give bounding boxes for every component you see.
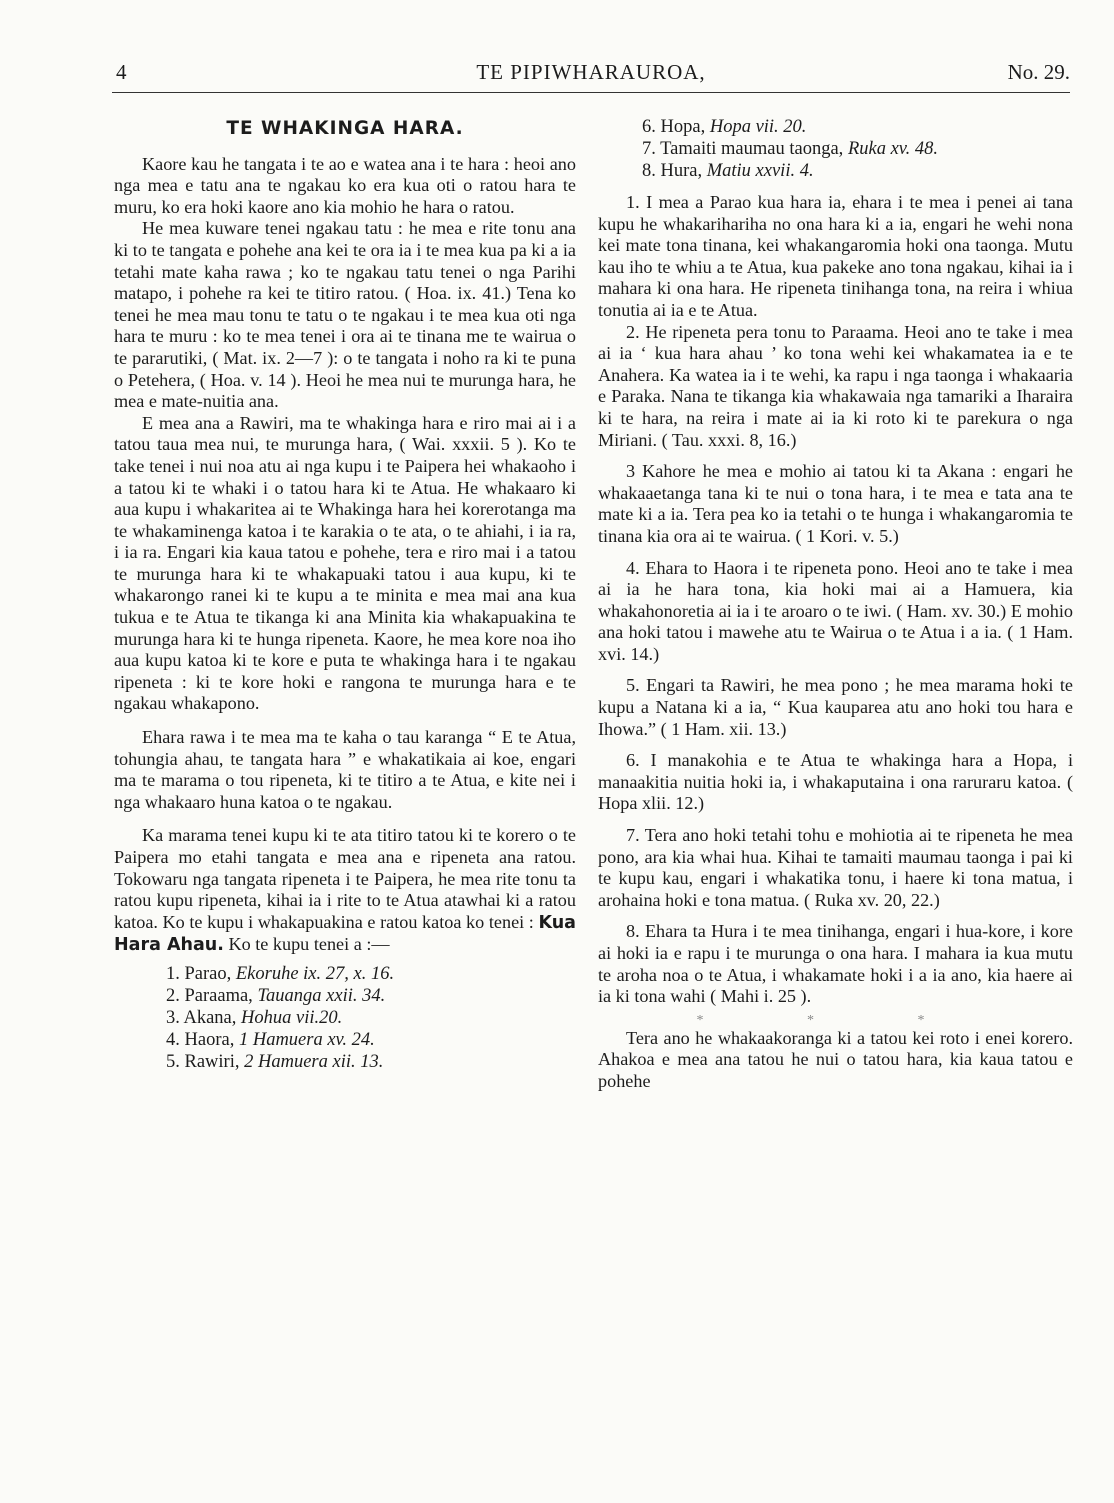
list-item: 5. Rawiri, 2 Hamuera xii. 13. (166, 1051, 384, 1072)
page-number: 4 (116, 60, 127, 84)
paragraph (114, 825, 576, 957)
list-item: 6. Hopa, Hopa vii. 20. (642, 117, 807, 137)
list-item: 1. Parao, Ekoruhe ix. 27, x. 16. (166, 963, 395, 984)
paragraph-text: Ka marama tenei kupu ki te ata titiro tatou ki te korero o te Paipera mo etahi tangata e mea ana e ripeneta ana ratou. Tokowaru nga tangata ripeneta i te Paipera, he mea rite tonu ta ratou kupu ripeneta, kihai ia i rite to te Atua atawhai ki a ratou katoa. Ko te kupu i whakapuakina e ratou katoa ko tenei : (114, 825, 576, 932)
reference-list (114, 963, 576, 1073)
page-header (112, 58, 1070, 93)
paragraph: 4. Ehara to Haora i te ripeneta pono. Heoi ano te take i mea ai ia he hara tona, kia hoki mai ai a Hamuera, kia whakahonoretia ai ia i te aroaro o te iwi. ( Ham. xv. 30.) E mohio ana hoki tatou i mawehe atu te Wairua o te Atua i a ia. ( 1 Ham. xvi. 14.) (598, 557, 1073, 664)
newspaper-title: TE PIPIWHARAUROA, (476, 60, 706, 84)
paragraph: Tera ano he whakaakoranga ki a tatou kei roto i enei korero. Ahakoa e mea ana tatou he nui o tatou hara, kia kaua tatou e pohehe (598, 1027, 1073, 1091)
paragraph: E mea ana a Rawiri, ma te whakinga hara e riro mai ai i a tatou taua mea nui, te murunga hara, ( Wai. xxxii. 5 ). Ko te take tenei i nui noa atu ai nga kupu i te Paipera hei whakaoho i a tatou ki te whaki i o tatou hara ki te Atua. He whakaaro ki aua kupu i whakaritea ai te Whakinga hara hei korerotanga ma te whakaminenga katoa i te karakia o te ata, o te ahiahi, i ia ra, i ia ra. Engari kia kaua tatou e pohehe, tera e riro mai i a tatou te murunga hara ki te whakapuaki tatou i aua kupu, ki te whakarongo ranei ki te kupu a te minita e mea mai ana kua tukua e te Atua te tikanga ki ana Minita kia whakapuakina te murunga hara ki te hunga ripeneta. Kaore, he mea kore noa iho aua kupu katoa ki te kore e puta te whakinga hara i te ngakau ripeneta : ki te kore hoki e rangona te murunga hara e te ngakau whakapono. (114, 412, 576, 714)
section-separator: * * * (696, 1012, 975, 1028)
list-item: 3. Akana, Hohua vii.20. (166, 1007, 343, 1028)
paragraph: 1. I mea a Parao kua hara ia, ehara i te mea i penei ai tana kupu he whakarihariha no ona hara ki a ia, engari he wehi nona kei mate tona tinana, kei whakangaromia hoki ona taonga. Mutu kau iho te whiu a te Atua, kua pakeke ano tona ngakau, kihai ia i mahara ki ona hara. He ripeneta tinihanga tona, na reira i whiua tonutia ai ia e te Atua. (598, 192, 1073, 320)
list-item: 4. Haora, 1 Hamuera xv. 24. (166, 1029, 375, 1050)
right-column (598, 116, 1073, 1093)
paragraph: 5. Engari ta Rawiri, he mea pono ; he mea marama hoki te kupu a Natana ki a ia, “ Kua kauparea atu ano hoki tou hara e Ihowa.” ( 1 Ham. xii. 13.) (598, 675, 1073, 739)
paragraph: He mea kuware tenei ngakau tatu : he mea e rite tonu ana ki to te tangata e pohehe ana kei te ora ia i te mea kua pa ki a ia tetahi mate kaha rawa ; ko te ngakau tatu tenei o nga Parihi matapo, i pohehe ra kei te titiro ratou. ( Hoa. ix. 41.) Tena ko tenei he mea mau tonu te tatu o te ngakau i te mea kua oti nga hara te muru : ko te mea tenei i ora ai te tinana me te wairua o te pararutiki, ( Mat. ix. 2—7 ): o te tangata i noho ra ki te puna o Petehera, ( Hoa. v. 14 ). Heoi he mea nui te murunga hara, he mea e mate-nuitia ana. (114, 218, 576, 412)
paragraph: 6. I manakohia e te Atua te whakinga hara a Hopa, i manaakitia nuitia hoki ia, i whakaputaina i ona raruraru katoa. ( Hopa xlii. 12.) (598, 750, 1073, 814)
paragraph: Ehara rawa i te mea ma te kaha o tau karanga “ E te Atua, tohungia ahau, te tangata hara ” e whakatikaia ai koe, engari ma te marama o tou ripeneta, ki te titiro a te Atua, e kite nei i nga whakaaro huna katoa o te ngakau. (114, 727, 576, 812)
article-title: TE WHAKINGA HARA. (226, 118, 464, 139)
paragraph: 7. Tera ano hoki tetahi tohu e mohiotia ai te ripeneta he mea pono, ara kia whai hua. Kihai te tamaiti maumau taonga i pai ki te kupu kau, engari i whakatika tonu, i haere ki tona matua, i arohaina hoki e tona matua. ( Ruka xv. 20, 22.) (598, 825, 1073, 910)
reference-list-continued (598, 116, 1073, 182)
list-item: 2. Paraama, Tauanga xxii. 34. (166, 985, 386, 1006)
paragraph: Kaore kau he tangata i te ao e watea ana i te hara : heoi ano nga mea e tatu ana te ngakau ko era kua oti o ratou hara te muru, ko era hoki kaore ano kia mohio he hara o ratou. (114, 153, 576, 217)
paragraph: 8. Ehara ta Hura i te mea tinihanga, engari i hua-kore, i kore ai hoki ia e rapu i te murunga o ona hara. I mahara ia kua mutu te aroha noa o te Atua, i whakamate hoki i a ia ano, kia haere ai ia ki tona wahi ( Mahi i. 25 ). (598, 921, 1073, 1007)
issue-number: No. 29. (1007, 60, 1070, 84)
list-item: 7. Tamaiti maumau taonga, Ruka xv. 48. (642, 139, 938, 159)
paragraph: 2. He ripeneta pera tonu to Paraama. Heoi ano te take i mea ai ia ‘ kua hara ahau ’ ko tona wehi kei whakamatea ia e te Anahera. Ka watea ia i te wehi, ka rapu i nga taonga i whakaaria e Paraka. Nana te tikanga kia whakawaia nga tamariki a Iharaira ki te hara, na reira i mate ai ia ki roto ki te parekura o nga Miriani. ( Tau. xxxi. 8, 16.) (598, 321, 1073, 450)
paragraph: 3 Kahore he mea e mohio ai tatou ki ta Akana : engari he whakaaetanga tana ki te nui o tona hara, i te mea e tata ana te mate ki a ia. Tera pea ko ia tetahi o te hunga i whakangaromia te tinana kia ora ai te wairua. ( 1 Kori. v. 5.) (598, 461, 1073, 546)
left-column (114, 116, 576, 1073)
emphasis-text: Kua Hara Ahau. (114, 912, 576, 956)
paragraph-text: Ko te kupu tenei a :— (228, 934, 390, 955)
list-item: 8. Hura, Matiu xxvii. 4. (642, 161, 814, 181)
